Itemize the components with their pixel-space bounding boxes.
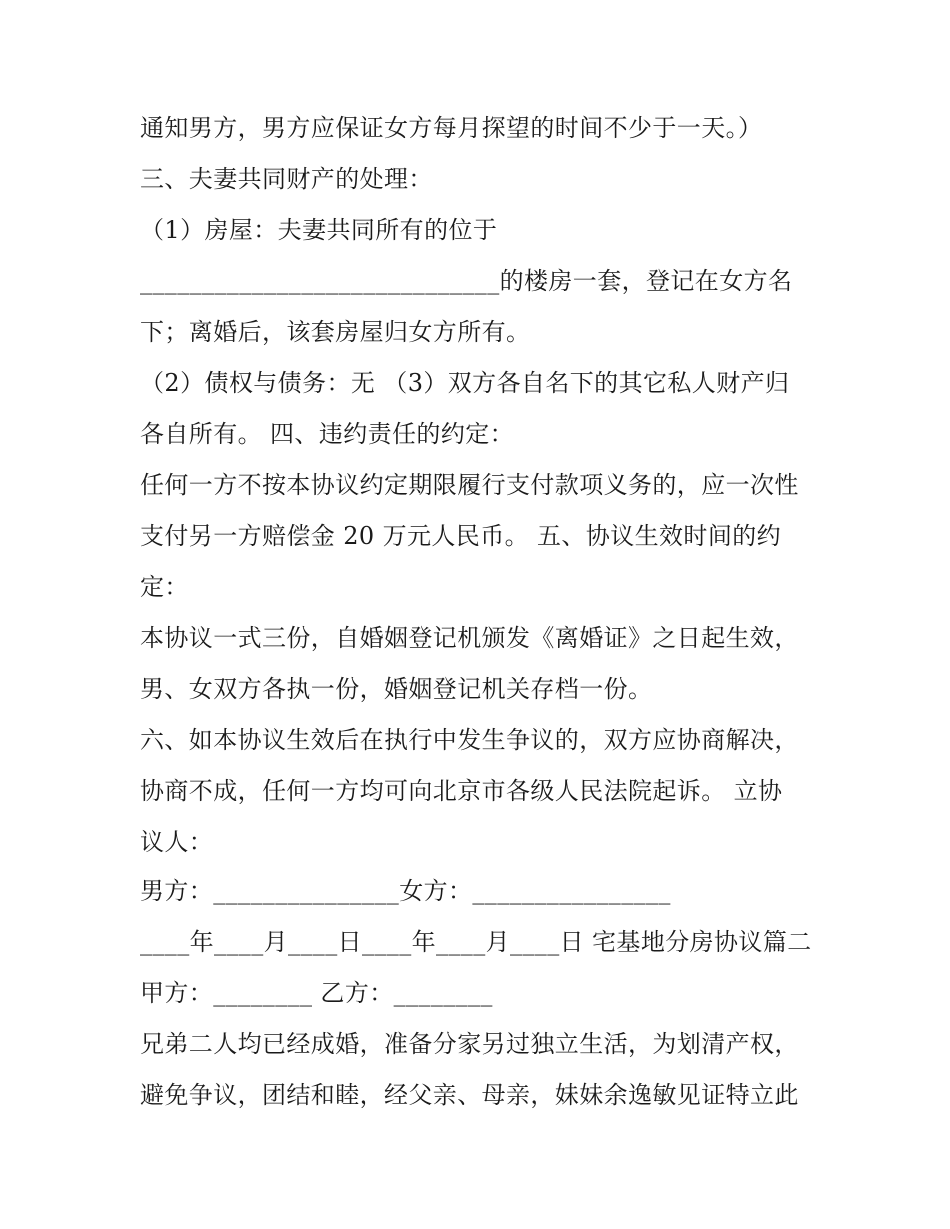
text-line: 议人： — [140, 828, 214, 856]
text-line: 三、夫妻共同财产的处理： — [140, 165, 433, 193]
text-line: 兄弟二人均已经成婚，准备分家另过独立生活，为划清产权， — [140, 1030, 799, 1058]
text-line: 任何一方不按本协议约定期限履行支付款项义务的，应一次性 — [140, 471, 799, 499]
text-line: 男、女双方各执一份，婚姻登记机关存档一份。 — [140, 675, 653, 703]
text-line: _____________________________的楼房一套，登记在女方名 — [140, 267, 793, 295]
text-line: 支付另一方赔偿金 20 万元人民币。 五、协议生效时间的约 — [140, 522, 782, 550]
text-line: 协商不成，任何一方均可向北京市各级人民法院起诉。 立协 — [140, 777, 783, 805]
text-line: 六、如本协议生效后在执行中发生争议的，双方应协商解决， — [140, 726, 799, 754]
text-line: 下；离婚后，该套房屋归女方所有。 — [140, 318, 531, 346]
text-line: 甲方：________ 乙方：________ — [140, 979, 493, 1007]
text-line: 定： — [140, 573, 189, 601]
text-line: 男方：_______________女方：________________ — [140, 877, 671, 905]
text-line: ____年____月____日____年____月____日 宅基地分房协议篇二 — [140, 928, 812, 956]
text-line: 各自所有。 四、违约责任的约定： — [140, 420, 515, 448]
text-line: 通知男方，男方应保证女方每月探望的时间不少于一天。） — [140, 114, 763, 142]
text-line: 避免争议，团结和睦，经父亲、母亲，妹妹余逸敏见证特立此 — [140, 1081, 799, 1109]
text-line: 本协议一式三份，自婚姻登记机颁发《离婚证》之日起生效， — [140, 624, 799, 652]
text-line: （2）债权与债务：无 （3）双方各自名下的其它私人财产归 — [140, 369, 790, 397]
text-line: （1）房屋：夫妻共同所有的位于 — [140, 216, 498, 244]
